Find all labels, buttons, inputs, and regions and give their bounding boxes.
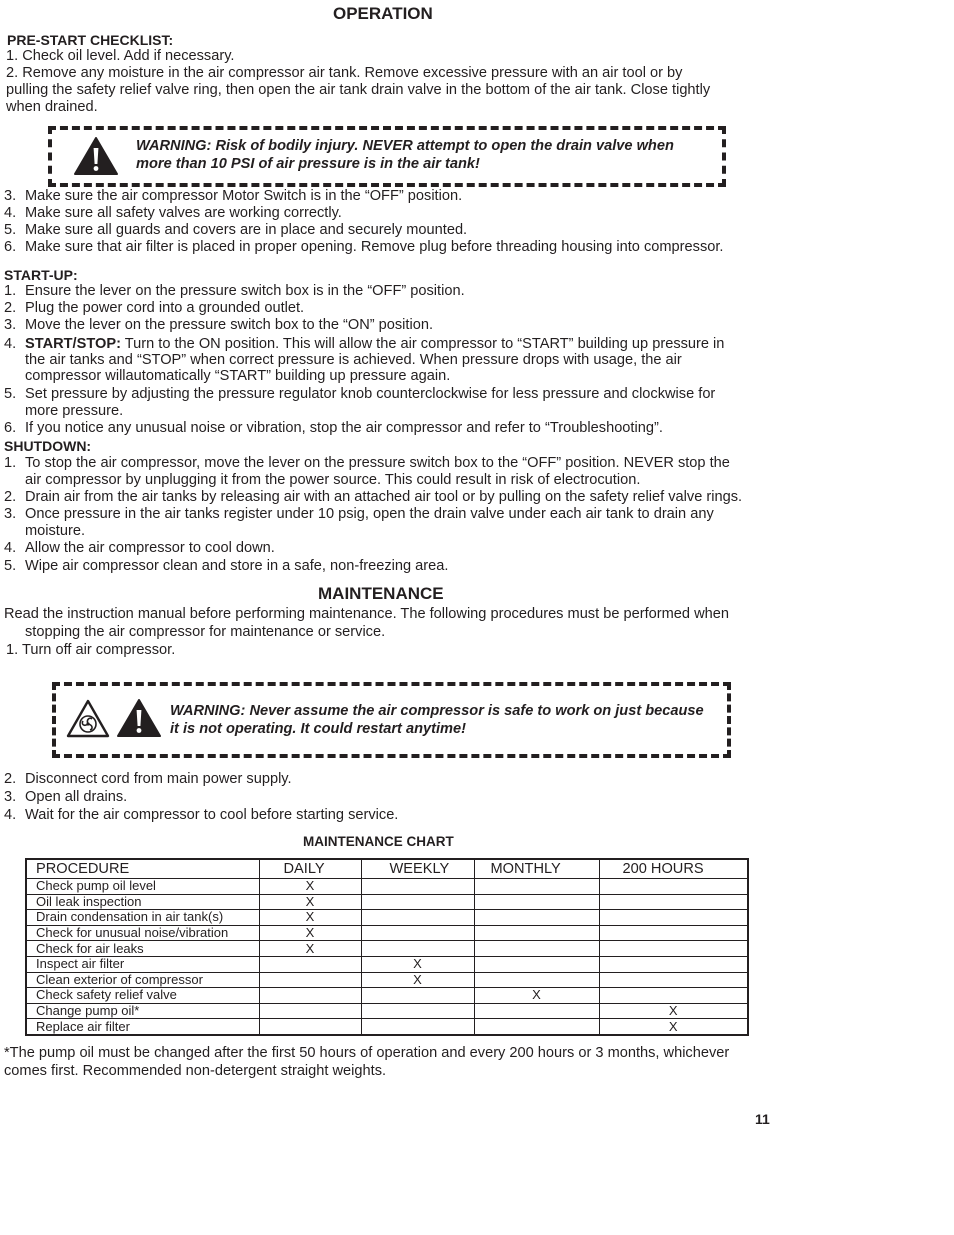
table-cell: Clean exterior of compressor [26, 972, 259, 988]
table-cell [361, 879, 474, 895]
column-header-monthly: MONTHLY [474, 859, 599, 879]
shutdown-heading: SHUTDOWN: [4, 438, 92, 454]
maintenance-step-4: 4. Wait for the air compressor to cool before starting service. [4, 807, 399, 823]
column-header-weekly: WEEKLY [361, 859, 474, 879]
table-cell: X [361, 956, 474, 972]
prestart-item-2-line-1: 2. Remove any moisture in the air compressor air tank. Remove excessive pressure with an air tool or by [6, 65, 683, 81]
table-cell [361, 988, 474, 1004]
table-cell [474, 894, 599, 910]
prestart-item-6: 6. Make sure that air filter is placed in proper opening. Remove plug before threading housing into compressor. [4, 239, 724, 255]
restart-warning-line-2: it is not operating. It could restart anytime! [170, 721, 466, 737]
footnote-line-2: comes first. Recommended non-detergent straight weights. [4, 1063, 387, 1079]
drain-valve-warning-line-2: more than 10 PSI of air pressure is in the air tank! [136, 156, 480, 172]
page-number: 11 [755, 1111, 770, 1127]
maintenance-chart-table [25, 858, 749, 1036]
maintenance-step-1: 1. Turn off air compressor. [6, 642, 176, 658]
shutdown-item-3: 3. Once pressure in the air tanks register under 10 psig, open the drain valve under each air tank to drain any [4, 506, 714, 522]
table-row [26, 894, 748, 910]
table-cell [599, 956, 748, 972]
shutdown-item-4: 4. Allow the air compressor to cool down. [4, 540, 275, 556]
table-cell [361, 1003, 474, 1019]
startup-item-3: 3. Move the lever on the pressure switch box to the “ON” position. [4, 317, 434, 333]
table-cell: X [259, 879, 361, 895]
startup-heading: START-UP: [4, 267, 78, 283]
table-cell: Drain condensation in air tank(s) [26, 910, 259, 926]
prestart-item-4: 4. Make sure all safety valves are working correctly. [4, 205, 342, 221]
table-row [26, 941, 748, 957]
drain-valve-warning-line-1: WARNING: Risk of bodily injury. NEVER attempt to open the drain valve when [136, 138, 674, 154]
table-cell: Oil leak inspection [26, 894, 259, 910]
startup-item-2: 2. Plug the power cord into a grounded outlet. [4, 300, 305, 316]
startup-item-4: 4. START/STOP: Turn to the ON position. This will allow the air compressor to “START” building up pressure in [4, 336, 725, 352]
shutdown-item-5: 5. Wipe air compressor clean and store in a safe, non-freezing area. [4, 558, 449, 574]
table-cell [474, 956, 599, 972]
maintenance-title: MAINTENANCE [318, 584, 444, 603]
maintenance-step-3: 3. Open all drains. [4, 789, 128, 805]
maintenance-chart-title: MAINTENANCE CHART [303, 834, 454, 849]
column-header-200-hours: 200 HOURS [599, 859, 748, 879]
table-header-row [26, 859, 748, 879]
startup-item-5: 5. Set pressure by adjusting the pressure regulator knob counterclockwise for less pressure and clockwise for [4, 386, 716, 402]
table-cell: X [474, 988, 599, 1004]
table-cell [361, 1019, 474, 1035]
startup-item-4-line-3: compressor willautomatically “START” building up pressure again. [25, 368, 451, 384]
startup-item-1: 1. Ensure the lever on the pressure switch box is in the “OFF” position. [4, 283, 465, 299]
table-cell: X [361, 972, 474, 988]
table-cell [474, 910, 599, 926]
maintenance-intro-line-2: stopping the air compressor for maintenance or service. [25, 624, 386, 640]
column-header-procedure: PROCEDURE [26, 859, 259, 879]
table-cell [259, 988, 361, 1004]
prestart-item-1: 1. Check oil level. Add if necessary. [6, 48, 235, 64]
operation-title: OPERATION [333, 4, 433, 23]
prestart-item-2-line-2: pulling the safety relief valve ring, then open the air tank drain valve in the bottom of the air tank. Close tightly [6, 82, 711, 98]
startup-item-6: 6. If you notice any unusual noise or vibration, stop the air compressor and refer to “Troubleshooting”. [4, 420, 663, 436]
table-row [26, 1003, 748, 1019]
table-cell [599, 972, 748, 988]
restart-warning-line-1: WARNING: Never assume the air compressor is safe to work on just because [170, 703, 704, 719]
warning-triangle-icon [116, 698, 162, 738]
table-cell [599, 988, 748, 1004]
prestart-item-3: 3. Make sure the air compressor Motor Switch is in the “OFF” position. [4, 188, 463, 204]
maintenance-step-2: 2. Disconnect cord from main power supply. [4, 771, 292, 787]
table-cell [599, 941, 748, 957]
maintenance-intro-line-1: Read the instruction manual before performing maintenance. The following procedures must be performed when [4, 606, 729, 622]
rotating-fan-hazard-icon [66, 699, 110, 738]
table-cell [259, 956, 361, 972]
table-cell: X [259, 941, 361, 957]
table-cell [361, 941, 474, 957]
table-cell: X [259, 894, 361, 910]
table-cell [259, 972, 361, 988]
table-cell [259, 1003, 361, 1019]
table-cell [474, 941, 599, 957]
footnote-line-1: *The pump oil must be changed after the first 50 hours of operation and every 200 hours or 3 months, whichever [4, 1045, 730, 1061]
table-cell: X [259, 925, 361, 941]
column-header-daily: DAILY [259, 859, 361, 879]
table-cell [259, 1019, 361, 1035]
table-row [26, 910, 748, 926]
table-row [26, 988, 748, 1004]
table-row [26, 972, 748, 988]
shutdown-item-1-line-2: air compressor by unplugging it from the power source. This could result in risk of electrocution. [25, 472, 641, 488]
prestart-item-2-line-3: when drained. [6, 99, 98, 115]
table-cell [361, 925, 474, 941]
table-cell: Check for unusual noise/vibration [26, 925, 259, 941]
table-cell [599, 910, 748, 926]
shutdown-item-1: 1. To stop the air compressor, move the lever on the pressure switch box to the “OFF” position. NEVER stop the [4, 455, 730, 471]
table-row [26, 879, 748, 895]
table-cell [361, 910, 474, 926]
shutdown-item-2: 2. Drain air from the air tanks by releasing air with an attached air tool or by pulling on the safety relief valve rings. [4, 489, 743, 505]
table-cell [474, 1003, 599, 1019]
table-cell: Inspect air filter [26, 956, 259, 972]
table-cell [474, 972, 599, 988]
startup-item-4-line-2: the air tanks and “STOP” when correct pressure is achieved. When pressure drops with usage, the air [25, 352, 682, 368]
table-cell [599, 879, 748, 895]
table-cell [474, 1019, 599, 1035]
table-cell: Check pump oil level [26, 879, 259, 895]
table-row [26, 1019, 748, 1035]
table-row [26, 956, 748, 972]
table-cell: X [259, 910, 361, 926]
table-cell [474, 925, 599, 941]
table-cell: Check safety relief valve [26, 988, 259, 1004]
table-cell: X [599, 1003, 748, 1019]
table-row [26, 925, 748, 941]
table-cell [361, 894, 474, 910]
table-cell: Change pump oil* [26, 1003, 259, 1019]
table-cell [599, 925, 748, 941]
table-cell: Replace air filter [26, 1019, 259, 1035]
table-cell [599, 894, 748, 910]
prestart-heading: PRE-START CHECKLIST: [7, 32, 174, 48]
warning-triangle-icon [73, 136, 119, 176]
startup-item-5-line-2: more pressure. [25, 403, 124, 419]
shutdown-item-3-line-2: moisture. [25, 523, 86, 539]
table-cell [474, 879, 599, 895]
table-cell: X [599, 1019, 748, 1035]
table-cell: Check for air leaks [26, 941, 259, 957]
prestart-item-5: 5. Make sure all guards and covers are in place and securely mounted. [4, 222, 468, 238]
